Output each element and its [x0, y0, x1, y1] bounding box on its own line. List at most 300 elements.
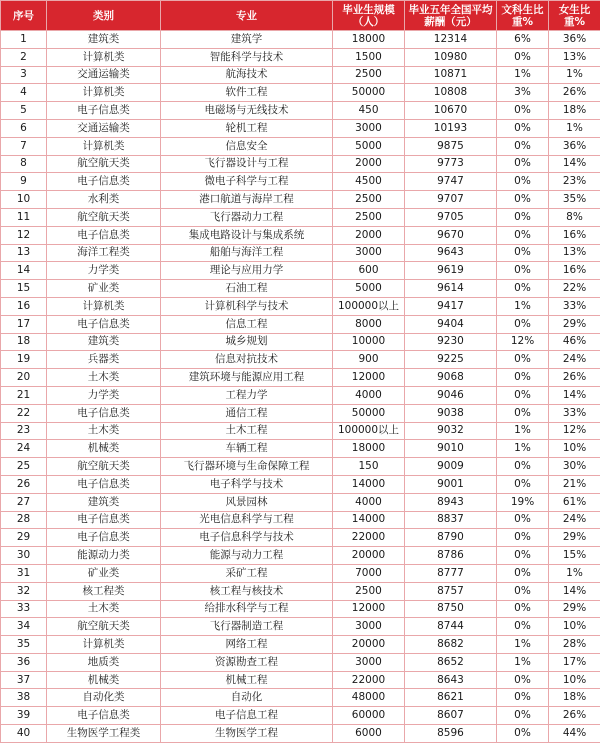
cell-major: 给排水科学与工程	[161, 600, 333, 618]
table-row	[1, 725, 600, 743]
cell-female-ratio: 15%	[549, 547, 600, 565]
cell-liberal-arts-ratio: 0%	[497, 564, 549, 582]
cell-average-salary: 9670	[405, 226, 497, 244]
cell-graduate-count: 18000	[333, 31, 405, 49]
cell-index: 30	[1, 547, 47, 565]
cell-average-salary: 9225	[405, 351, 497, 369]
cell-female-ratio: 35%	[549, 191, 600, 209]
header-graduate-count: 毕业生规模（人）	[333, 1, 405, 31]
table-row	[1, 208, 600, 226]
cell-category: 计算机类	[47, 84, 161, 102]
cell-female-ratio: 12%	[549, 422, 600, 440]
table-row	[1, 529, 600, 547]
table-row	[1, 191, 600, 209]
cell-female-ratio: 10%	[549, 671, 600, 689]
cell-index: 9	[1, 173, 47, 191]
cell-average-salary: 9404	[405, 315, 497, 333]
table-row	[1, 386, 600, 404]
cell-major: 通信工程	[161, 404, 333, 422]
cell-liberal-arts-ratio: 0%	[497, 137, 549, 155]
table-row	[1, 226, 600, 244]
cell-average-salary: 9705	[405, 208, 497, 226]
cell-major: 飞行器动力工程	[161, 208, 333, 226]
cell-category: 航空航天类	[47, 458, 161, 476]
cell-index: 8	[1, 155, 47, 173]
cell-graduate-count: 2500	[333, 208, 405, 226]
cell-average-salary: 8652	[405, 653, 497, 671]
cell-female-ratio: 1%	[549, 119, 600, 137]
cell-index: 18	[1, 333, 47, 351]
cell-category: 电子信息类	[47, 511, 161, 529]
cell-female-ratio: 24%	[549, 511, 600, 529]
cell-liberal-arts-ratio: 0%	[497, 529, 549, 547]
header-liberal-arts-ratio: 文科生比重%	[497, 1, 549, 31]
cell-liberal-arts-ratio: 0%	[497, 511, 549, 529]
cell-female-ratio: 36%	[549, 137, 600, 155]
table-row	[1, 280, 600, 298]
cell-major: 机械工程	[161, 671, 333, 689]
cell-category: 交通运输类	[47, 66, 161, 84]
cell-index: 31	[1, 564, 47, 582]
cell-female-ratio: 29%	[549, 600, 600, 618]
cell-female-ratio: 26%	[549, 369, 600, 387]
cell-female-ratio: 61%	[549, 493, 600, 511]
cell-female-ratio: 28%	[549, 636, 600, 654]
cell-major: 城乡规划	[161, 333, 333, 351]
cell-index: 12	[1, 226, 47, 244]
cell-graduate-count: 4500	[333, 173, 405, 191]
cell-index: 7	[1, 137, 47, 155]
cell-graduate-count: 7000	[333, 564, 405, 582]
table-row	[1, 155, 600, 173]
header-female-ratio: 女生比重%	[549, 1, 600, 31]
cell-female-ratio: 17%	[549, 653, 600, 671]
cell-average-salary: 9032	[405, 422, 497, 440]
cell-category: 电子信息类	[47, 404, 161, 422]
cell-average-salary: 10670	[405, 102, 497, 120]
cell-liberal-arts-ratio: 0%	[497, 173, 549, 191]
cell-graduate-count: 22000	[333, 671, 405, 689]
cell-graduate-count: 5000	[333, 280, 405, 298]
cell-graduate-count: 18000	[333, 440, 405, 458]
cell-category: 土木类	[47, 369, 161, 387]
cell-graduate-count: 1500	[333, 48, 405, 66]
cell-category: 土木类	[47, 422, 161, 440]
cell-index: 22	[1, 404, 47, 422]
cell-average-salary: 10193	[405, 119, 497, 137]
cell-major: 建筑环境与能源应用工程	[161, 369, 333, 387]
cell-major: 风景园林	[161, 493, 333, 511]
cell-major: 电磁场与无线技术	[161, 102, 333, 120]
cell-liberal-arts-ratio: 3%	[497, 84, 549, 102]
cell-graduate-count: 14000	[333, 475, 405, 493]
cell-liberal-arts-ratio: 0%	[497, 725, 549, 743]
cell-major: 软件工程	[161, 84, 333, 102]
cell-graduate-count: 6000	[333, 725, 405, 743]
cell-index: 23	[1, 422, 47, 440]
cell-major: 飞行器环境与生命保障工程	[161, 458, 333, 476]
cell-category: 电子信息类	[47, 707, 161, 725]
table-row	[1, 671, 600, 689]
cell-average-salary: 8607	[405, 707, 497, 725]
cell-female-ratio: 36%	[549, 31, 600, 49]
cell-liberal-arts-ratio: 1%	[497, 440, 549, 458]
cell-female-ratio: 44%	[549, 725, 600, 743]
cell-index: 25	[1, 458, 47, 476]
table-body	[1, 31, 600, 743]
cell-category: 电子信息类	[47, 226, 161, 244]
cell-index: 32	[1, 582, 47, 600]
cell-average-salary: 10871	[405, 66, 497, 84]
cell-index: 17	[1, 315, 47, 333]
cell-major: 电子信息科学与技术	[161, 529, 333, 547]
cell-index: 6	[1, 119, 47, 137]
cell-index: 37	[1, 671, 47, 689]
cell-graduate-count: 14000	[333, 511, 405, 529]
table-row	[1, 102, 600, 120]
table-row	[1, 547, 600, 565]
cell-category: 力学类	[47, 262, 161, 280]
cell-major: 核工程与核技术	[161, 582, 333, 600]
cell-average-salary: 9643	[405, 244, 497, 262]
cell-liberal-arts-ratio: 0%	[497, 475, 549, 493]
table-row	[1, 137, 600, 155]
cell-liberal-arts-ratio: 19%	[497, 493, 549, 511]
cell-liberal-arts-ratio: 0%	[497, 369, 549, 387]
cell-index: 14	[1, 262, 47, 280]
cell-average-salary: 9707	[405, 191, 497, 209]
cell-index: 20	[1, 369, 47, 387]
cell-liberal-arts-ratio: 0%	[497, 244, 549, 262]
cell-average-salary: 9619	[405, 262, 497, 280]
cell-category: 建筑类	[47, 493, 161, 511]
cell-liberal-arts-ratio: 6%	[497, 31, 549, 49]
cell-graduate-count: 450	[333, 102, 405, 120]
cell-category: 机械类	[47, 671, 161, 689]
cell-major: 船舶与海洋工程	[161, 244, 333, 262]
table-row	[1, 440, 600, 458]
cell-average-salary: 8643	[405, 671, 497, 689]
cell-female-ratio: 33%	[549, 404, 600, 422]
cell-graduate-count: 50000	[333, 84, 405, 102]
cell-average-salary: 8757	[405, 582, 497, 600]
cell-graduate-count: 2500	[333, 191, 405, 209]
cell-category: 自动化类	[47, 689, 161, 707]
table-row	[1, 262, 600, 280]
table-row	[1, 333, 600, 351]
cell-category: 电子信息类	[47, 475, 161, 493]
cell-major: 电子科学与技术	[161, 475, 333, 493]
table-row	[1, 511, 600, 529]
cell-index: 15	[1, 280, 47, 298]
cell-female-ratio: 13%	[549, 48, 600, 66]
cell-female-ratio: 26%	[549, 707, 600, 725]
cell-female-ratio: 14%	[549, 582, 600, 600]
cell-liberal-arts-ratio: 0%	[497, 48, 549, 66]
cell-major: 轮机工程	[161, 119, 333, 137]
cell-graduate-count: 2500	[333, 66, 405, 84]
cell-major: 信息工程	[161, 315, 333, 333]
cell-category: 建筑类	[47, 333, 161, 351]
cell-graduate-count: 3000	[333, 618, 405, 636]
cell-female-ratio: 46%	[549, 333, 600, 351]
cell-average-salary: 10808	[405, 84, 497, 102]
cell-female-ratio: 14%	[549, 386, 600, 404]
cell-index: 26	[1, 475, 47, 493]
cell-major: 网络工程	[161, 636, 333, 654]
cell-female-ratio: 29%	[549, 315, 600, 333]
cell-index: 5	[1, 102, 47, 120]
cell-liberal-arts-ratio: 0%	[497, 155, 549, 173]
cell-female-ratio: 16%	[549, 226, 600, 244]
cell-category: 土木类	[47, 600, 161, 618]
cell-category: 计算机类	[47, 297, 161, 315]
cell-female-ratio: 26%	[549, 84, 600, 102]
cell-average-salary: 8837	[405, 511, 497, 529]
cell-category: 能源动力类	[47, 547, 161, 565]
cell-average-salary: 9038	[405, 404, 497, 422]
table-row	[1, 564, 600, 582]
cell-average-salary: 9068	[405, 369, 497, 387]
cell-major: 微电子科学与工程	[161, 173, 333, 191]
table-row	[1, 351, 600, 369]
cell-category: 力学类	[47, 386, 161, 404]
cell-average-salary: 8943	[405, 493, 497, 511]
cell-index: 28	[1, 511, 47, 529]
cell-liberal-arts-ratio: 0%	[497, 600, 549, 618]
cell-major: 智能科学与技术	[161, 48, 333, 66]
cell-index: 39	[1, 707, 47, 725]
table-row	[1, 48, 600, 66]
cell-graduate-count: 3000	[333, 653, 405, 671]
cell-category: 生物医学工程类	[47, 725, 161, 743]
cell-index: 2	[1, 48, 47, 66]
cell-female-ratio: 21%	[549, 475, 600, 493]
cell-major: 采矿工程	[161, 564, 333, 582]
cell-index: 24	[1, 440, 47, 458]
cell-graduate-count: 22000	[333, 529, 405, 547]
cell-female-ratio: 24%	[549, 351, 600, 369]
cell-graduate-count: 12000	[333, 369, 405, 387]
table-row	[1, 297, 600, 315]
cell-graduate-count: 2500	[333, 582, 405, 600]
header-average-salary: 毕业五年全国平均薪酬（元）	[405, 1, 497, 31]
cell-liberal-arts-ratio: 0%	[497, 618, 549, 636]
cell-index: 4	[1, 84, 47, 102]
cell-major: 飞行器设计与工程	[161, 155, 333, 173]
cell-index: 38	[1, 689, 47, 707]
cell-index: 13	[1, 244, 47, 262]
cell-graduate-count: 600	[333, 262, 405, 280]
cell-average-salary: 8621	[405, 689, 497, 707]
cell-major: 计算机科学与技术	[161, 297, 333, 315]
cell-index: 35	[1, 636, 47, 654]
cell-major: 生物医学工程	[161, 725, 333, 743]
cell-average-salary: 9001	[405, 475, 497, 493]
table-row	[1, 244, 600, 262]
cell-female-ratio: 22%	[549, 280, 600, 298]
table-row	[1, 689, 600, 707]
table-row	[1, 315, 600, 333]
cell-category: 机械类	[47, 440, 161, 458]
cell-index: 1	[1, 31, 47, 49]
cell-index: 29	[1, 529, 47, 547]
table-header-row	[1, 1, 600, 31]
table-row	[1, 582, 600, 600]
header-category: 类别	[47, 1, 161, 31]
cell-average-salary: 9417	[405, 297, 497, 315]
cell-liberal-arts-ratio: 0%	[497, 226, 549, 244]
cell-category: 电子信息类	[47, 173, 161, 191]
cell-graduate-count: 150	[333, 458, 405, 476]
table-row	[1, 493, 600, 511]
cell-female-ratio: 14%	[549, 155, 600, 173]
table-row	[1, 458, 600, 476]
cell-category: 水利类	[47, 191, 161, 209]
cell-liberal-arts-ratio: 0%	[497, 280, 549, 298]
cell-graduate-count: 2000	[333, 155, 405, 173]
cell-liberal-arts-ratio: 0%	[497, 547, 549, 565]
cell-index: 11	[1, 208, 47, 226]
cell-liberal-arts-ratio: 0%	[497, 689, 549, 707]
cell-female-ratio: 18%	[549, 689, 600, 707]
cell-major: 航海技术	[161, 66, 333, 84]
cell-female-ratio: 30%	[549, 458, 600, 476]
cell-index: 33	[1, 600, 47, 618]
table-row	[1, 369, 600, 387]
header-index: 序号	[1, 1, 47, 31]
cell-female-ratio: 10%	[549, 618, 600, 636]
table-row	[1, 653, 600, 671]
cell-index: 21	[1, 386, 47, 404]
cell-liberal-arts-ratio: 0%	[497, 458, 549, 476]
cell-liberal-arts-ratio: 0%	[497, 671, 549, 689]
cell-graduate-count: 20000	[333, 547, 405, 565]
cell-average-salary: 9009	[405, 458, 497, 476]
cell-graduate-count: 60000	[333, 707, 405, 725]
cell-average-salary: 9010	[405, 440, 497, 458]
cell-category: 核工程类	[47, 582, 161, 600]
cell-average-salary: 8744	[405, 618, 497, 636]
cell-index: 34	[1, 618, 47, 636]
cell-graduate-count: 50000	[333, 404, 405, 422]
cell-category: 矿业类	[47, 280, 161, 298]
cell-major: 能源与动力工程	[161, 547, 333, 565]
cell-average-salary: 12314	[405, 31, 497, 49]
cell-liberal-arts-ratio: 0%	[497, 191, 549, 209]
cell-major: 理论与应用力学	[161, 262, 333, 280]
cell-average-salary: 9230	[405, 333, 497, 351]
cell-liberal-arts-ratio: 0%	[497, 208, 549, 226]
cell-major: 建筑学	[161, 31, 333, 49]
cell-liberal-arts-ratio: 1%	[497, 636, 549, 654]
cell-major: 土木工程	[161, 422, 333, 440]
cell-female-ratio: 13%	[549, 244, 600, 262]
cell-average-salary: 8790	[405, 529, 497, 547]
cell-major: 车辆工程	[161, 440, 333, 458]
cell-liberal-arts-ratio: 0%	[497, 707, 549, 725]
table-row	[1, 31, 600, 49]
cell-graduate-count: 4000	[333, 493, 405, 511]
cell-major: 光电信息科学与工程	[161, 511, 333, 529]
cell-average-salary: 8786	[405, 547, 497, 565]
cell-category: 计算机类	[47, 636, 161, 654]
cell-major: 自动化	[161, 689, 333, 707]
cell-category: 地质类	[47, 653, 161, 671]
cell-graduate-count: 100000以上	[333, 422, 405, 440]
cell-graduate-count: 3000	[333, 244, 405, 262]
cell-liberal-arts-ratio: 0%	[497, 262, 549, 280]
cell-female-ratio: 10%	[549, 440, 600, 458]
cell-graduate-count: 3000	[333, 119, 405, 137]
table-row	[1, 422, 600, 440]
cell-category: 电子信息类	[47, 102, 161, 120]
cell-graduate-count: 10000	[333, 333, 405, 351]
cell-average-salary: 8596	[405, 725, 497, 743]
cell-liberal-arts-ratio: 12%	[497, 333, 549, 351]
cell-index: 36	[1, 653, 47, 671]
cell-graduate-count: 2000	[333, 226, 405, 244]
cell-liberal-arts-ratio: 0%	[497, 119, 549, 137]
cell-female-ratio: 33%	[549, 297, 600, 315]
cell-index: 3	[1, 66, 47, 84]
cell-liberal-arts-ratio: 0%	[497, 386, 549, 404]
table-row	[1, 475, 600, 493]
cell-index: 19	[1, 351, 47, 369]
cell-average-salary: 10980	[405, 48, 497, 66]
cell-major: 石油工程	[161, 280, 333, 298]
cell-category: 航空航天类	[47, 618, 161, 636]
cell-major: 信息对抗技术	[161, 351, 333, 369]
cell-major: 资源勘查工程	[161, 653, 333, 671]
cell-average-salary: 9747	[405, 173, 497, 191]
cell-category: 海洋工程类	[47, 244, 161, 262]
cell-major: 信息安全	[161, 137, 333, 155]
cell-female-ratio: 23%	[549, 173, 600, 191]
cell-female-ratio: 29%	[549, 529, 600, 547]
cell-liberal-arts-ratio: 0%	[497, 351, 549, 369]
cell-graduate-count: 100000以上	[333, 297, 405, 315]
cell-average-salary: 9614	[405, 280, 497, 298]
cell-index: 40	[1, 725, 47, 743]
cell-liberal-arts-ratio: 0%	[497, 404, 549, 422]
table-row	[1, 600, 600, 618]
cell-liberal-arts-ratio: 1%	[497, 422, 549, 440]
cell-category: 兵器类	[47, 351, 161, 369]
cell-average-salary: 8682	[405, 636, 497, 654]
cell-index: 10	[1, 191, 47, 209]
table-row	[1, 173, 600, 191]
cell-graduate-count: 900	[333, 351, 405, 369]
cell-liberal-arts-ratio: 0%	[497, 315, 549, 333]
cell-female-ratio: 1%	[549, 564, 600, 582]
cell-average-salary: 9773	[405, 155, 497, 173]
cell-index: 16	[1, 297, 47, 315]
cell-liberal-arts-ratio: 1%	[497, 653, 549, 671]
table-row	[1, 84, 600, 102]
cell-graduate-count: 12000	[333, 600, 405, 618]
cell-category: 计算机类	[47, 48, 161, 66]
cell-major: 飞行器制造工程	[161, 618, 333, 636]
cell-graduate-count: 5000	[333, 137, 405, 155]
cell-liberal-arts-ratio: 1%	[497, 297, 549, 315]
cell-graduate-count: 48000	[333, 689, 405, 707]
cell-major: 电子信息工程	[161, 707, 333, 725]
cell-average-salary: 8750	[405, 600, 497, 618]
cell-female-ratio: 16%	[549, 262, 600, 280]
cell-average-salary: 9875	[405, 137, 497, 155]
cell-graduate-count: 4000	[333, 386, 405, 404]
